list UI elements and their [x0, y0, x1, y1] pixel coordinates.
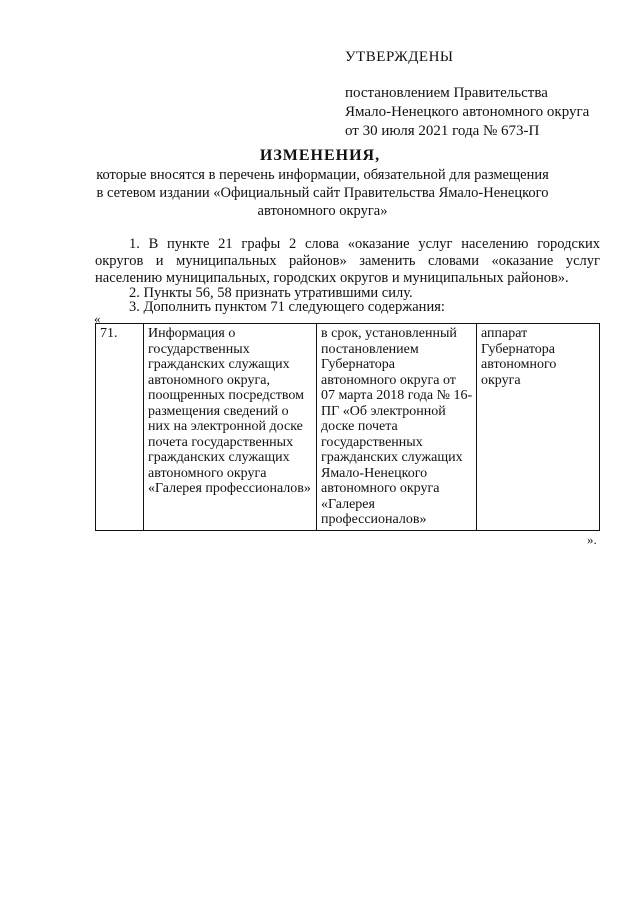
info-cell: Информация о государственных гражданских служащих автономного округа, поощренных посредством размещения сведений о них на электронной доске почета государственных гражданских служащих автономного округа «Галерея профессионалов»: [144, 324, 317, 531]
approval-line-1: постановлением Правительства: [345, 85, 548, 101]
item-3: 3. Дополнить пунктом 71 следующего содержания:: [129, 299, 445, 315]
table-row: [96, 324, 600, 531]
changes-table: [95, 323, 600, 531]
approval-line-2: Ямало-Ненецкого автономного округа: [345, 104, 590, 120]
approval-heading: УТВЕРЖДЕНЫ: [345, 49, 454, 65]
approval-line-3: от 30 июля 2021 года № 673-П: [345, 123, 540, 139]
opening-quote: «: [94, 311, 101, 326]
closing-quote: ».: [587, 532, 597, 547]
row-number: 71.: [96, 324, 144, 531]
item-1: 1. В пункте 21 графы 2 слова «оказание услуг населению городских округов и муниципальных районов» заменить словами «оказание услуг населению муниципальных, городских округов и муниципальных районов».: [95, 236, 600, 286]
item-2: 2. Пункты 56, 58 признать утратившими силу.: [129, 285, 413, 301]
document-title: ИЗМЕНЕНИЯ,: [259, 147, 381, 164]
responsible-cell: аппарат Губернатора автономного округа: [477, 324, 600, 531]
term-cell: в срок, установленный постановлением Губернатора автономного округа от 07 марта 2018 года № 16-ПГ «Об электронной доске почета государственных гражданских служащих Ямало-Ненецкого автономного округа «Галерея профессионалов»: [317, 324, 477, 531]
approval-block: [345, 48, 589, 141]
document-subtitle: которые вносятся в перечень информации, обязательной для размещения в сетевом издании «Официальный сайт Правительства Ямало-Ненецкого автономного округа»: [96, 167, 549, 219]
